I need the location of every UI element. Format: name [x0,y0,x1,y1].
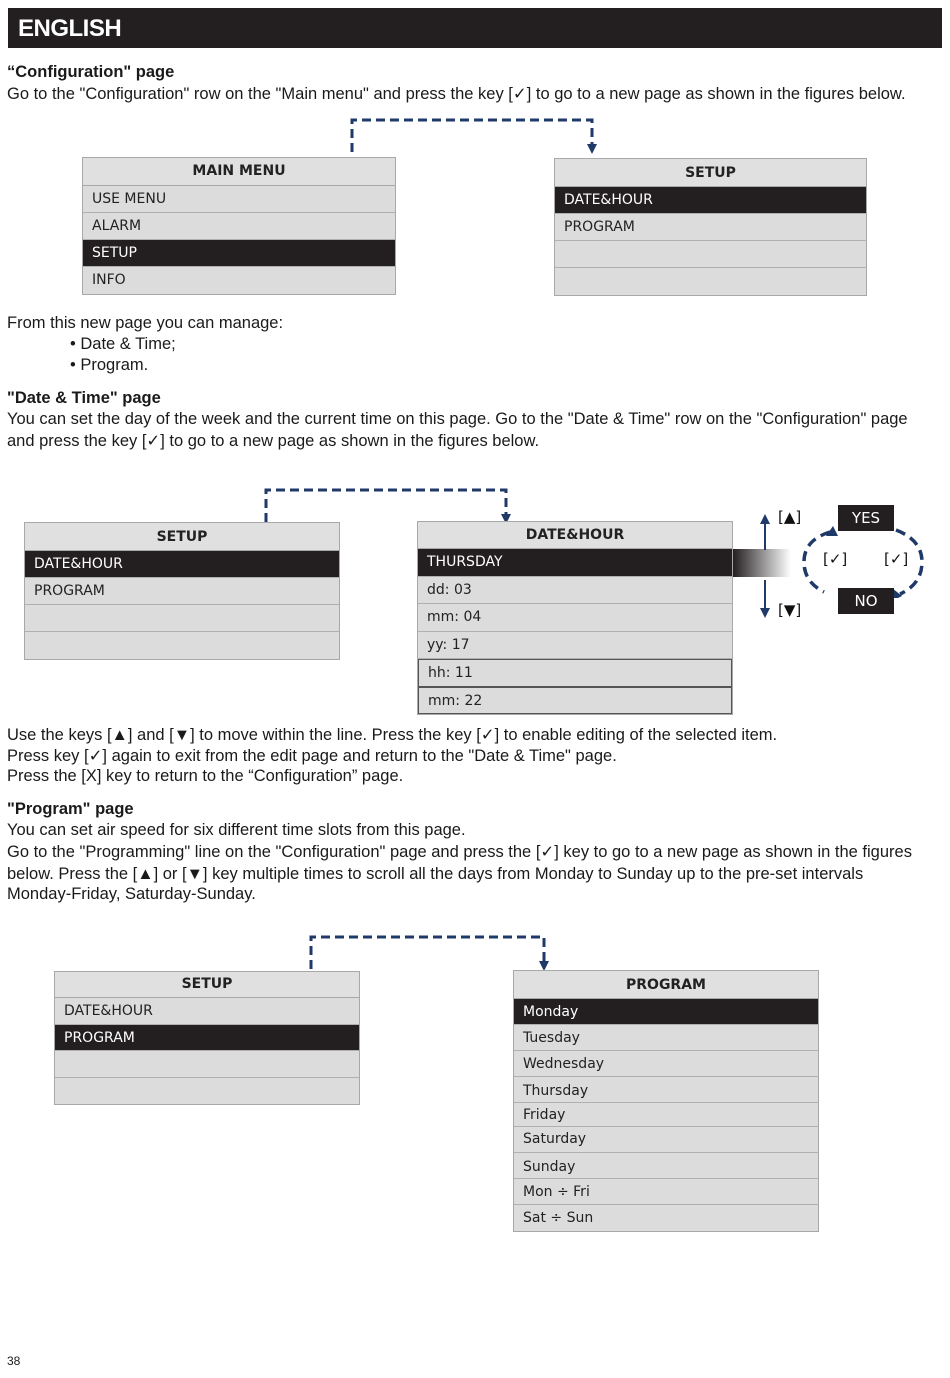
language-header-bar [8,8,942,48]
menu-row-mon-fri[interactable]: Mon ÷ Fri [514,1179,818,1205]
transition-arrow-3 [304,931,564,973]
setup-menu-title: SETUP [25,523,339,551]
menu-row-empty [555,268,866,295]
main-menu-title: MAIN MENU [83,158,395,186]
datetime-line-1: You can set the day of the week and the current time on this page. Go to the "Date & Time" row on the "Configuration" page [7,410,908,428]
program-heading: "Program" page [7,800,134,818]
edit-cycle-arrows-icon [800,522,928,598]
config-heading: “Configuration" page [7,63,175,81]
program-line-3: below. Press the [▲] or [▼] key multiple times to scroll all the days from Monday to Sunday up to the pre-set intervals [7,865,864,883]
main-menu-screen [82,157,396,295]
menu-row-hour[interactable]: hh: 11 [418,659,732,687]
menu-row-sat-sun[interactable]: Sat ÷ Sun [514,1205,818,1231]
menu-row-date-hour[interactable]: DATE&HOUR [555,187,866,214]
menu-row-date-hour[interactable]: DATE&HOUR [55,998,359,1025]
transition-arrow-2 [259,484,519,526]
program-line-2: Go to the "Programming" line on the "Configuration" page and press the [✓] key to go to a new page as shown in the figures [7,843,912,861]
transition-arrow-1 [345,114,605,156]
menu-row-sunday[interactable]: Sunday [514,1153,818,1179]
manage-text: From this new page you can manage: [7,314,284,332]
menu-row-year[interactable]: yy: 17 [418,632,732,660]
config-intro: Go to the "Configuration" row on the "Main menu" and press the key [✓] to go to a new page as shown in the figures below. [7,85,906,103]
language-title: ENGLISH [18,15,122,42]
menu-row-program[interactable]: PROGRAM [555,214,866,241]
setup-menu-screen-2 [24,522,340,660]
menu-row-wednesday[interactable]: Wednesday [514,1051,818,1077]
menu-row-empty [555,241,866,268]
menu-row-friday[interactable]: Friday [514,1103,818,1127]
datetime-heading: "Date & Time" page [7,389,161,407]
menu-row-tuesday[interactable]: Tuesday [514,1025,818,1051]
no-button[interactable]: NO [838,588,894,614]
program-menu-screen [513,970,819,1232]
up-down-arrow-icon [755,512,775,620]
menu-row-program[interactable]: PROGRAM [55,1025,359,1052]
menu-row-saturday[interactable]: Saturday [514,1127,818,1153]
down-key-label[interactable]: [▼] [778,601,802,619]
setup-menu-screen-1 [554,158,867,296]
menu-row-empty [55,1078,359,1105]
menu-row-minute[interactable]: mm: 22 [418,687,732,715]
menu-row-month[interactable]: mm: 04 [418,604,732,632]
menu-row-thursday[interactable]: Thursday [514,1077,818,1103]
menu-row-weekday[interactable]: THURSDAY [418,549,732,577]
confirm-key-left[interactable]: [✓] [823,550,848,568]
menu-row-program[interactable]: PROGRAM [25,578,339,605]
menu-row-alarm[interactable]: ALARM [83,213,395,240]
setup-menu-title: SETUP [55,972,359,998]
program-line-1: You can set air speed for six different time slots from this page. [7,821,466,839]
menu-row-day[interactable]: dd: 03 [418,577,732,605]
bullet-date-time: • Date & Time; [70,335,176,353]
datetime-line-2: and press the key [✓] to go to a new page as shown in the figures below. [7,432,540,450]
datehour-menu-screen [417,521,733,715]
yes-button[interactable]: YES [838,505,894,531]
datehour-menu-title: DATE&HOUR [418,522,732,549]
setup-menu-title: SETUP [555,159,866,187]
datetime-after-1: Use the keys [▲] and [▼] to move within the line. Press the key [✓] to enable editing of the selected item. [7,726,778,744]
confirm-key-right[interactable]: [✓] [884,550,909,568]
menu-row-use-menu[interactable]: USE MENU [83,186,395,213]
page-number: 38 [7,1354,21,1368]
menu-row-empty [55,1051,359,1078]
datetime-after-3: Press the [X] key to return to the “Configuration” page. [7,767,404,785]
menu-row-info[interactable]: INFO [83,267,395,294]
menu-row-setup[interactable]: SETUP [83,240,395,267]
menu-row-empty [25,605,339,632]
menu-row-empty [25,632,339,659]
program-menu-title: PROGRAM [514,971,818,999]
program-line-4: Monday-Friday, Saturday-Sunday. [7,885,256,903]
datetime-after-2: Press key [✓] again to exit from the edit page and return to the "Date & Time" page. [7,747,617,765]
up-key-label[interactable]: [▲] [778,508,802,526]
menu-row-monday[interactable]: Monday [514,999,818,1025]
bullet-program: • Program. [70,356,149,374]
setup-menu-screen-3 [54,971,360,1105]
menu-row-date-hour[interactable]: DATE&HOUR [25,551,339,578]
